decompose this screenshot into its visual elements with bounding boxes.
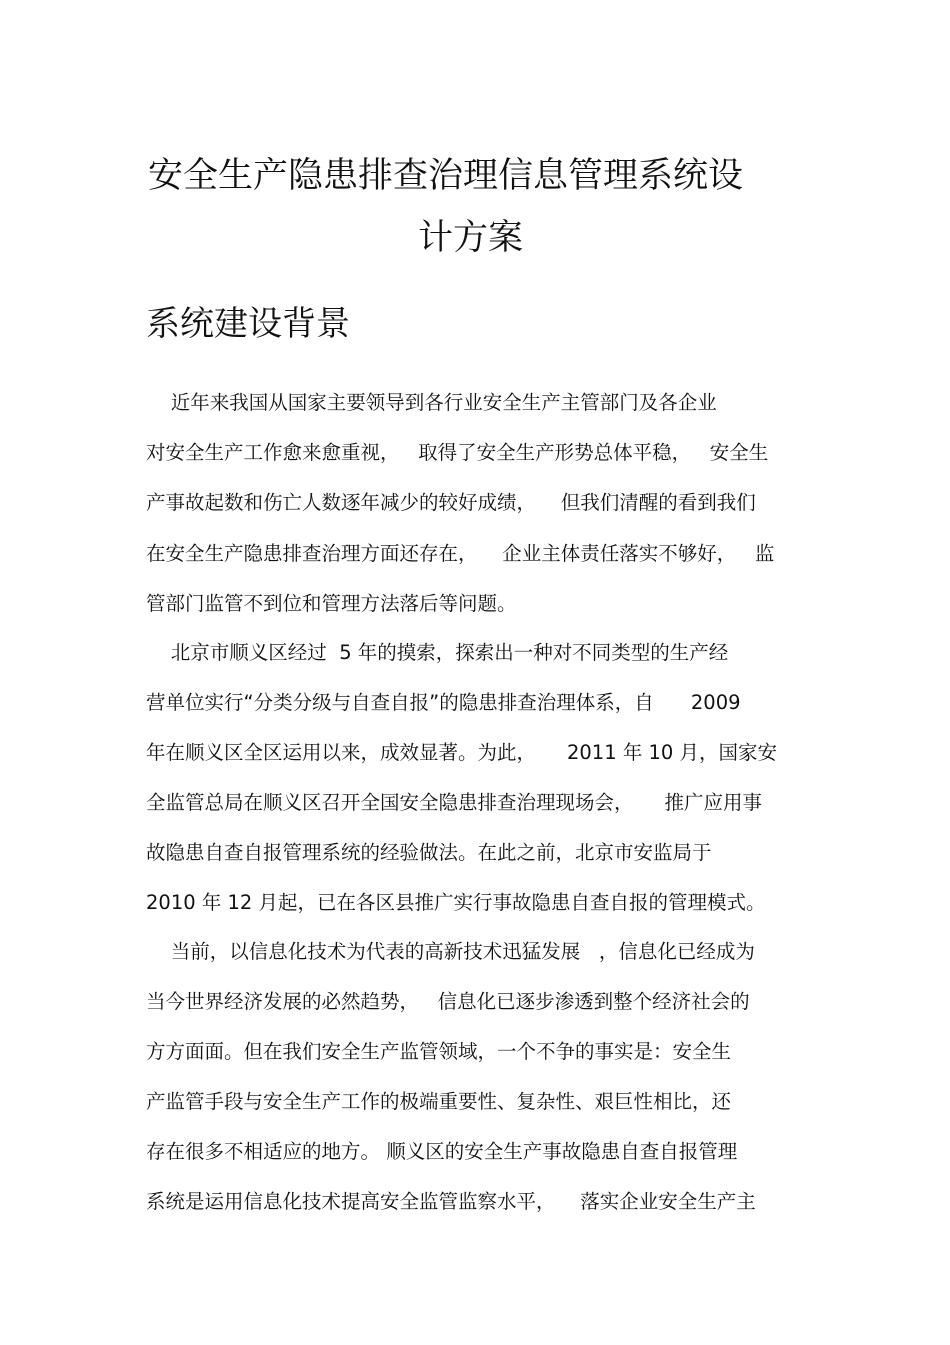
- body-line: 年在顺义区全区运用以来，成效显著。为此， 2011 年 10 月，国家安: [146, 741, 778, 764]
- body-line: 对安全生产工作愈来愈重视， 取得了安全生产形势总体平稳， 安全生: [146, 441, 769, 464]
- document-title-line-2: 计方案: [418, 218, 524, 258]
- body-line: 故隐患自查自报管理系统的经验做法。在此之前，北京市安监局于: [146, 841, 712, 864]
- body-line: 方方面面。但在我们安全生产监管领域，一个不争的事实是：安全生: [146, 1040, 732, 1063]
- body-line: 营单位实行“分类分级与自查自报”的隐患排查治理体系，自 2009: [146, 691, 741, 714]
- body-line: 管部门监管不到位和管理方法落后等问题。: [146, 592, 517, 615]
- body-line: 当今世界经济发展的必然趋势， 信息化已逐步渗透到整个经济社会的: [146, 990, 750, 1013]
- body-line: 在安全生产隐患排查治理方面还存在， 企业主体责任落实不够好， 监: [146, 542, 775, 565]
- body-line: 全监管总局在顺义区召开全国安全隐患排查治理现场会， 推广应用事: [146, 791, 762, 814]
- document-title-line-1: 安全生产隐患排查治理信息管理系统设: [148, 156, 744, 196]
- body-line: 2010 年 12 月起，已在各区县推广实行事故隐患自查自报的管理模式。: [146, 891, 766, 914]
- body-line: 产监管手段与安全生产工作的极端重要性、复杂性、艰巨性相比，还: [146, 1090, 732, 1113]
- body-line: 产事故起数和伤亡人数逐年减少的较好成绩， 但我们清醒的看到我们: [146, 491, 756, 514]
- body-line: 当前，以信息化技术为代表的高新技术迅猛发展 ，信息化已经成为: [146, 940, 755, 963]
- body-line: 存在很多不相适应的地方。 顺义区的安全生产事故隐患自查自报管理: [146, 1140, 738, 1163]
- section-heading: 系统建设背景: [146, 304, 350, 344]
- body-line: 系统是运用信息化技术提高安全监管监察水平， 落实企业安全生产主: [146, 1190, 756, 1213]
- body-line: 北京市顺义区经过 5 年的摸索，探索出一种对不同类型的生产经: [146, 641, 729, 664]
- body-line: 近年来我国从国家主要领导到各行业安全生产主管部门及各企业: [146, 391, 717, 414]
